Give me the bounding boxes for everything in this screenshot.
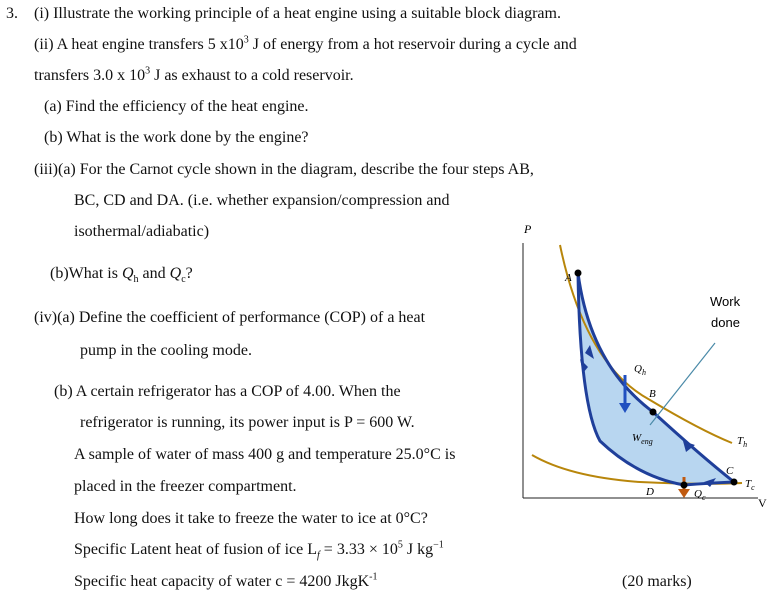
p-axis-label: P [524, 222, 532, 236]
marks-label: (20 marks) [622, 573, 692, 590]
part-iv-a-line2: pump in the cooling mode. [80, 342, 252, 359]
label-c: C [726, 465, 734, 477]
work-pointer [650, 343, 715, 425]
vertex-d [681, 482, 688, 489]
part-iii-a-line1: (iii)(a) For the Carnot cycle shown in the diagram, describe the four steps AB, [34, 161, 534, 178]
v-axis-label: V [758, 496, 767, 510]
label-tc: $T_c$ [745, 478, 755, 492]
qc-arrowhead [678, 489, 690, 498]
work-done-label-2: done [711, 315, 740, 330]
part-iv-a-line1: (iv)(a) Define the coefficient of performance (COP) of a heat [34, 309, 426, 326]
part-ii-a: (a) Find the efficiency of the heat engine. [44, 98, 309, 115]
vertex-b [650, 409, 657, 416]
latent-heat-line: Specific Latent heat of fusion of ice $L_f = 3.33 \times 10^5$ J $kg^{-1}$ [74, 539, 444, 562]
label-a: A [565, 272, 572, 284]
vertex-a [575, 270, 582, 277]
work-done-label-1: Work [710, 294, 741, 309]
part-i: (i) Illustrate the working principle of a heat engine using a suitable block diagram. [34, 5, 561, 22]
part-iii-b: (b)What is $Q_h$ and $Q_c$? [50, 265, 193, 286]
question-number: 3. [6, 5, 18, 22]
carnot-pv-diagram [510, 215, 773, 515]
part-ii-line2: transfers 3.0 x $10^3$ J as exhaust to a cold reservoir. [34, 65, 354, 84]
label-qh: $Q_h$ [634, 363, 646, 377]
part-iv-b-line5: How long does it take to freeze the water to ice at 0°C? [74, 510, 428, 527]
part-ii-line1: (ii) A heat engine transfers 5 $x10^3$ J of energy from a hot reservoir during a cycle and [34, 34, 577, 53]
part-iv-b-line2: refrigerator is running, its power input is P = 600 W. [80, 414, 415, 431]
part-iv-b-line3: A sample of water of mass 400 g and temperature 25.0°C is [74, 446, 456, 463]
part-iv-b-line1: (b) A certain refrigerator has a COP of 4.00. When the [54, 383, 401, 400]
label-th: $T_h$ [737, 435, 748, 449]
label-d: D [646, 486, 654, 498]
label-weng: $W_{eng}$ [632, 432, 653, 446]
part-iii-a-line3: isothermal/adiabatic) [74, 223, 210, 240]
heat-capacity-line: Specific heat capacity of water c = 4200 JkgK$^{-1}$ [74, 571, 378, 590]
label-qc: $Q_c$ [694, 488, 706, 502]
label-b: B [649, 388, 656, 400]
part-ii-b: (b) What is the work done by the engine? [44, 129, 309, 146]
part-iii-a-line2: BC, CD and DA. (i.e. whether expansion/compression and [74, 192, 450, 209]
vertex-c [731, 479, 738, 486]
part-iv-b-line4: placed in the freezer compartment. [74, 478, 297, 495]
